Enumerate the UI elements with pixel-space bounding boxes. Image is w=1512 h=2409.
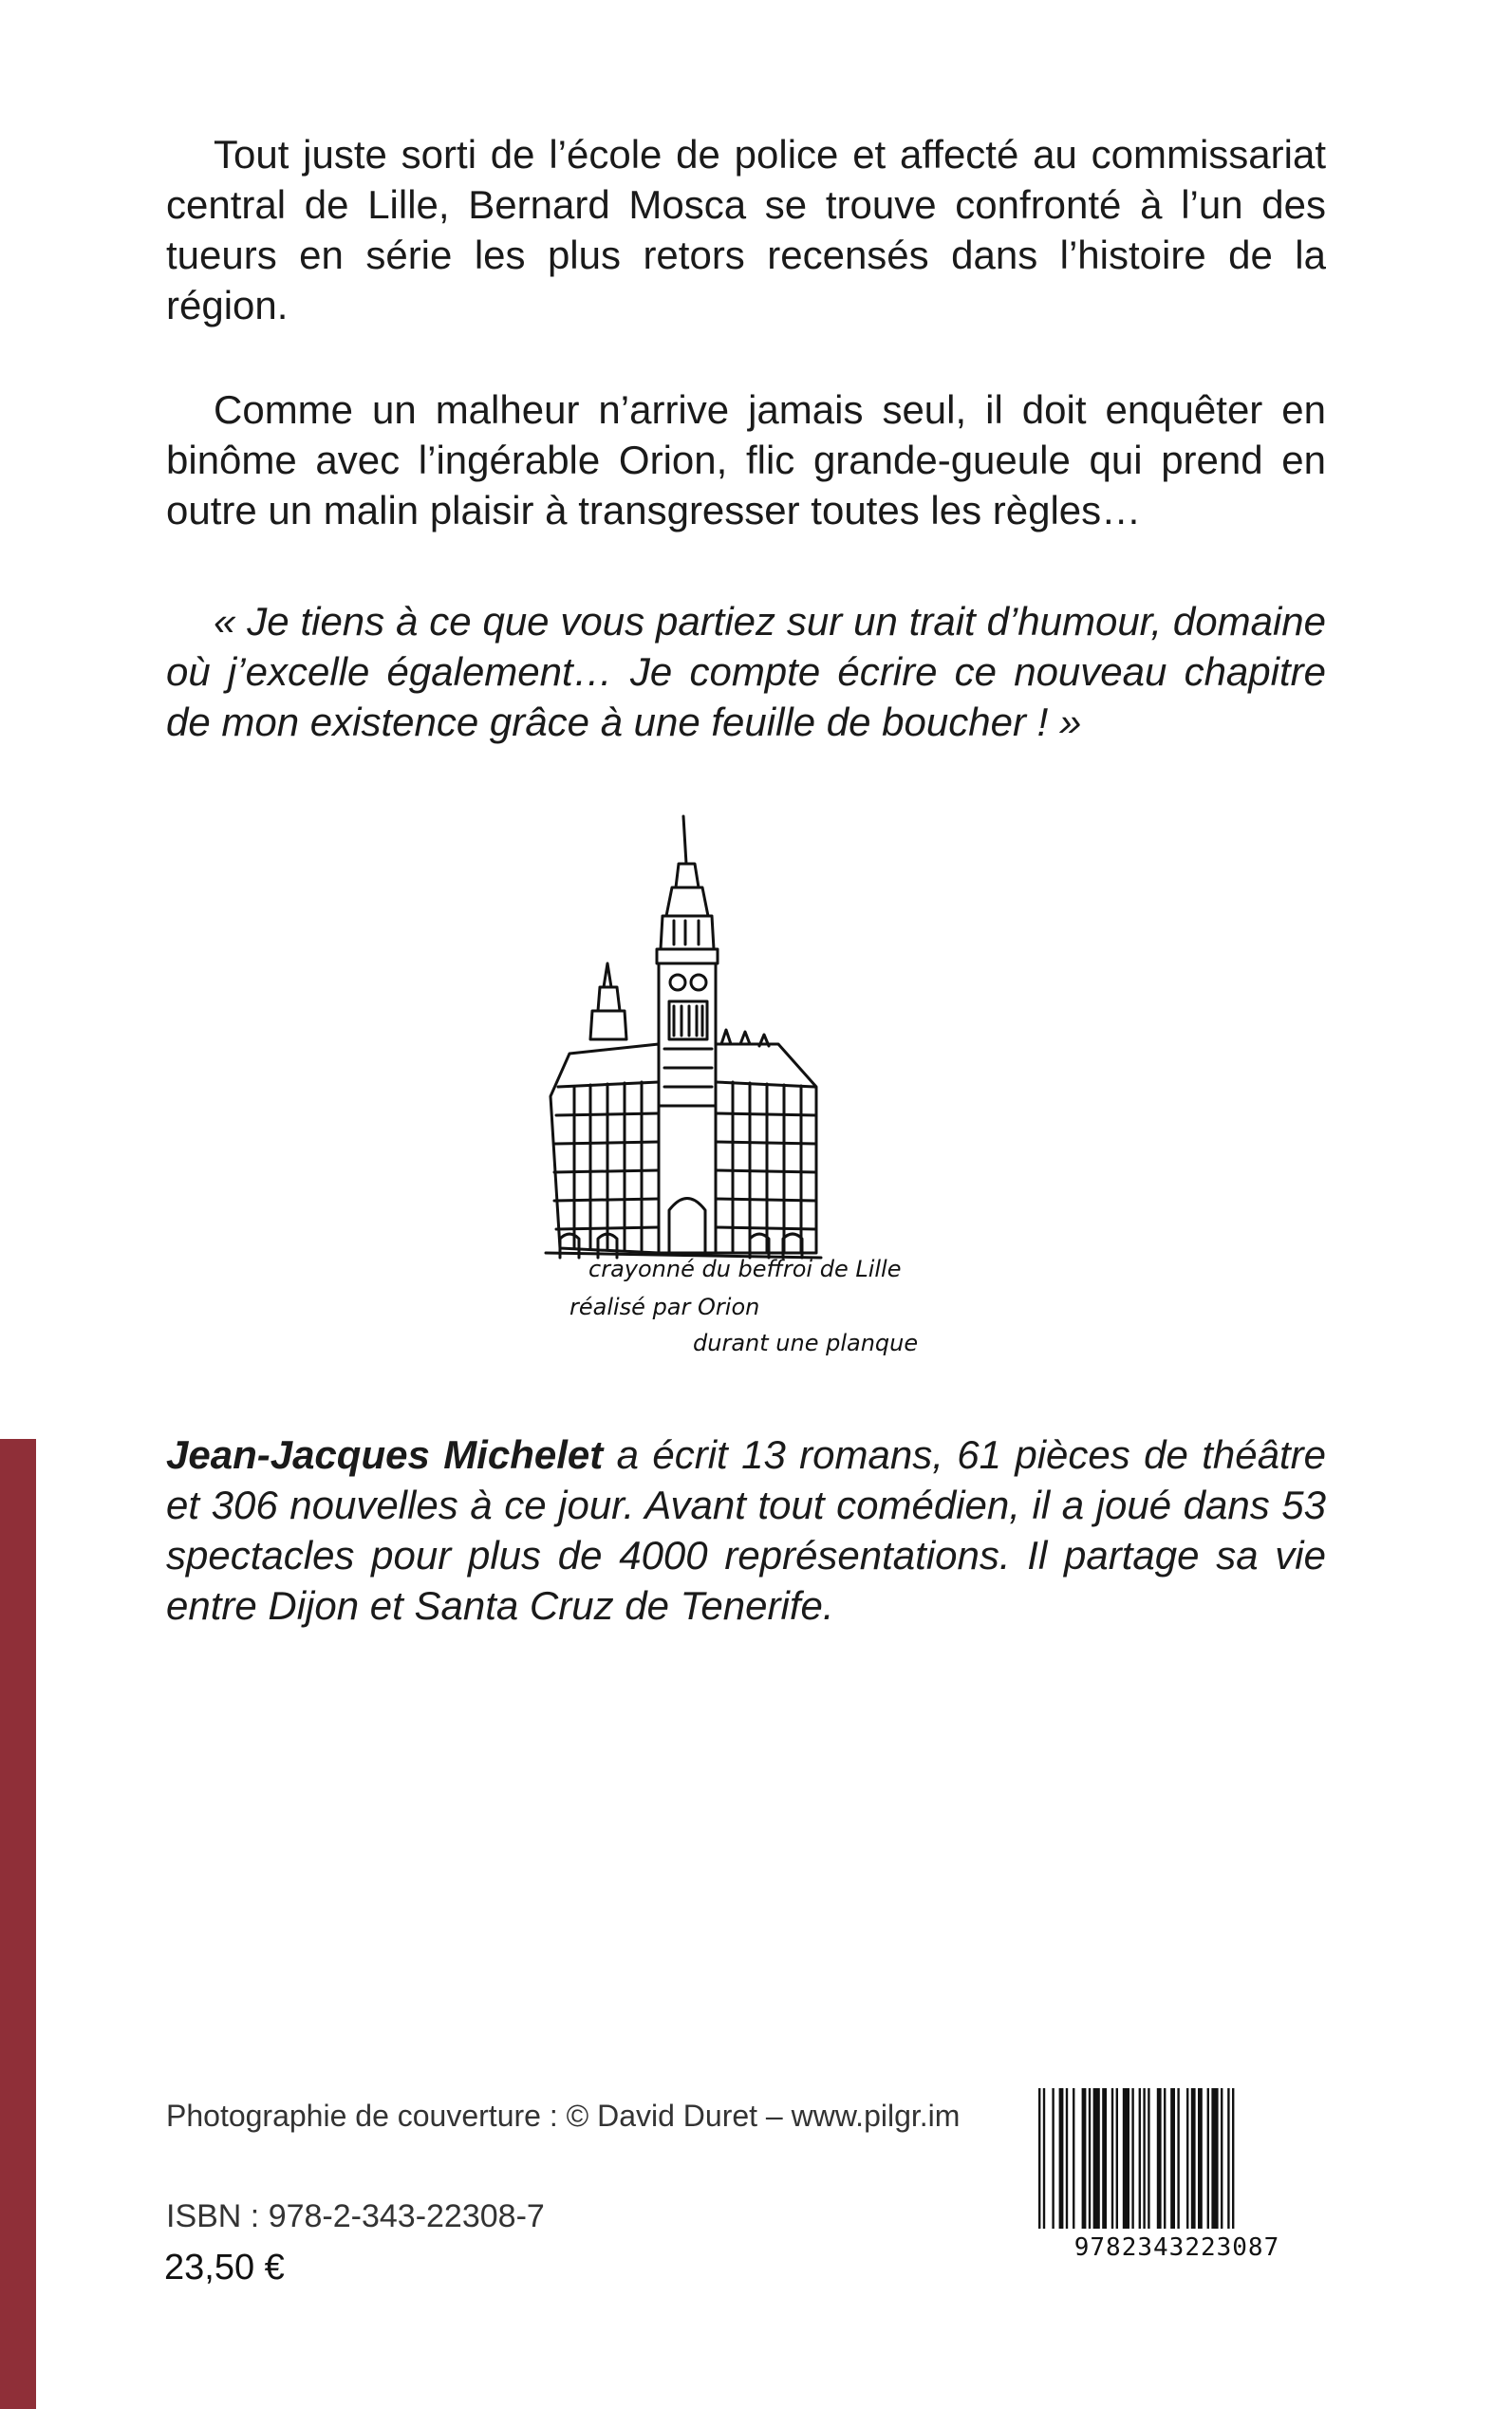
barcode-bar [1066,2088,1068,2229]
barcode-bar [1052,2088,1054,2229]
barcode-bar [1198,2088,1203,2229]
author-name: Jean-Jacques Michelet [166,1432,604,1477]
barcode-bar [1111,2088,1113,2229]
barcode-bar [1093,2088,1100,2229]
barcode-bar [1089,2088,1091,2229]
barcode-digits: 9782343223087 [1073,2233,1280,2261]
barcode-bar [1148,2088,1149,2229]
barcode-bar [1191,2088,1196,2229]
barcode-bar [1038,2088,1040,2229]
blurb-paragraph-2 [166,384,1326,535]
isbn: ISBN : 978-2-343-22308-7 [166,2198,545,2234]
barcode-bar [1123,2088,1129,2229]
barcode-bar [1043,2088,1045,2229]
barcode-bar [1157,2088,1162,2229]
barcode-bar [1227,2088,1229,2229]
barcode-bar [1207,2088,1209,2229]
spine-color-bar [0,1439,36,2409]
sketch-caption-line3: durant une planque [693,1330,919,1356]
barcode-bar [1139,2088,1141,2229]
blurb-paragraph-1-text: Tout juste sorti de l’école de police et affecté au commissariat central de Lille, Bernard Mosca se trouve confronté à l’un des tueurs en série les plus retors recensés dans l’histoire de la région. [166,132,1326,327]
barcode-bar [1232,2088,1234,2229]
barcode-bar [1211,2088,1218,2229]
blurb-quote [166,596,1326,747]
barcode-bar [1170,2088,1175,2229]
author-bio-text: a écrit 13 romans, 61 pièces de théâtre et 306 nouvelles à ce jour. Avant tout comédien, il a joué dans 53 spectacles pour plus de 4000 représentations. Il partage sa vie entre Dijon et Santa Cruz de Tenerife. [166,1432,1327,1628]
sketch-caption-line2: réalisé par Orion [569,1294,760,1320]
barcode-bar [1131,2088,1133,2229]
photo-credit: Photographie de couverture : © David Duret – www.pilgr.im [166,2099,961,2133]
blurb-quote-text: « Je tiens à ce que vous partiez sur un trait d’humour, domaine où j’excelle également… Je compte écrire ce nouveau chapitre de mon existence grâce à une feuille de boucher ! » [166,599,1326,744]
barcode-bar [1177,2088,1179,2229]
blurb-paragraph-2-text: Comme un malheur n’arrive jamais seul, il doit enquêter en binôme avec l’ingérable Orion, flic grande-gueule qui prend en outre un malin plaisir à transgresser toutes les règles… [166,387,1326,532]
author-bio [166,1429,1326,1631]
barcode-bar [1082,2088,1087,2229]
barcode-bars [1038,2088,1234,2229]
barcode-bar [1164,2088,1166,2229]
barcode-bar [1102,2088,1107,2229]
isbn-barcode [1035,2084,1319,2261]
blurb-paragraph-1 [166,129,1326,330]
sketch-caption-line1: crayonné du beffroi de Lille [588,1256,902,1282]
barcode-bar [1116,2088,1118,2229]
price: 23,50 € [164,2248,285,2288]
barcode-bar [1221,2088,1223,2229]
barcode-bar [1143,2088,1145,2229]
belfry-sketch-illustration [532,812,1006,1381]
barcode-bar [1073,2088,1074,2229]
barcode-bar [1186,2088,1188,2229]
barcode-bar [1059,2088,1064,2229]
